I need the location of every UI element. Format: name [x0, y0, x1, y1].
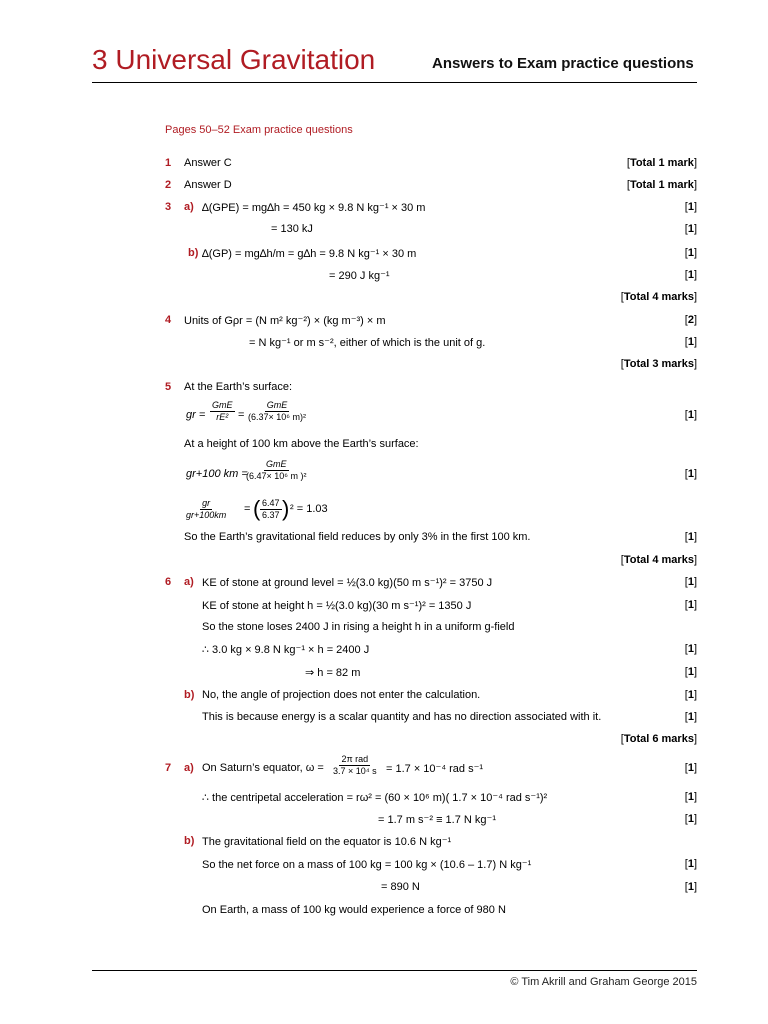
mark: [1]: [684, 858, 697, 870]
answer-line: ∆(GPE) = mg∆h = 450 kg × 9.8 N kg⁻¹ × 30 m: [202, 202, 426, 214]
answer-line: So the Earth’s gravitational field reduces by only 3% in the first 100 km.: [184, 531, 531, 543]
equals-sign: =: [238, 409, 245, 421]
question-number: 6: [165, 576, 172, 588]
page-subtitle: Answers to Exam practice questions: [432, 55, 694, 72]
question-number: 4: [165, 314, 172, 326]
left-paren: (: [253, 496, 261, 521]
mark: [1]: [684, 468, 697, 480]
answer-text: Answer C: [184, 157, 232, 169]
answer-line: = 1.7 m s⁻² ≡ 1.7 N kg⁻¹: [378, 814, 496, 826]
answer-line: So the net force on a mass of 100 kg = 100 kg × (10.6 – 1.7) N kg⁻¹: [202, 859, 532, 871]
answer-line: ∆(GP) = mg∆h/m = g∆h = 9.8 N kg⁻¹ × 30 m: [202, 248, 417, 260]
part-label: a): [184, 762, 194, 774]
mark: [1]: [684, 791, 697, 803]
answer-line: On Saturn’s equator, ω =: [202, 762, 324, 774]
mark: [Total 1 mark]: [626, 157, 697, 169]
answer-line: = N kg⁻¹ or m s⁻², either of which is the unit of g.: [249, 337, 486, 349]
answer-line: ∴ 3.0 kg × 9.8 N kg⁻¹ × h = 2400 J: [202, 644, 370, 656]
answer-line: At a height of 100 km above the Earth’s surface:: [184, 438, 419, 450]
fraction-denominator: (6.37× 10⁶ m)²: [248, 412, 306, 422]
fraction: [260, 498, 282, 521]
mark: [1]: [684, 643, 697, 655]
question-number: 2: [165, 179, 172, 191]
mark: [Total 1 mark]: [626, 179, 697, 191]
equation-lhs: gr+100 km =: [186, 468, 248, 480]
answer-line: Units of Gρr = (N m² kg⁻²) × (kg m⁻³) × m: [184, 315, 386, 327]
ratio-result: ² = 1.03: [290, 503, 328, 515]
footer-divider: [92, 970, 697, 971]
answer-line: = 890 N: [381, 881, 420, 893]
mark: [1]: [684, 689, 697, 701]
mark: [1]: [684, 269, 697, 281]
part-label: b): [184, 835, 195, 847]
part-label: a): [184, 576, 194, 588]
fraction-denominator: 3.7 × 10⁴ s: [333, 766, 377, 776]
answer-line: KE of stone at height h = ½(3.0 kg)(30 m s⁻¹)² = 1350 J: [202, 600, 472, 612]
fraction-numerator: GmE: [266, 400, 288, 410]
answer-line: = 130 kJ: [271, 223, 313, 235]
total-mark: [Total 4 marks]: [620, 554, 697, 566]
answer-line: This is because energy is a scalar quantity and has no direction associated with it.: [202, 711, 602, 723]
mark: [1]: [684, 223, 697, 235]
part-label: a): [184, 201, 194, 213]
question-number: 5: [165, 381, 172, 393]
mark: [1]: [684, 599, 697, 611]
mark: [1]: [684, 201, 697, 213]
answer-line: = 290 J kg⁻¹: [329, 270, 390, 282]
fraction-numerator: GmE: [265, 459, 287, 469]
mark: [1]: [684, 813, 697, 825]
mark: [1]: [684, 762, 697, 774]
fraction-denominator: rE²: [216, 412, 229, 422]
fraction: [248, 400, 306, 423]
mark: [2]: [684, 314, 697, 326]
ratio-fraction: [186, 498, 226, 521]
fraction: [333, 754, 377, 777]
equals-sign: =: [244, 503, 251, 515]
answer-line: At the Earth’s surface:: [184, 381, 293, 393]
fraction-denominator: gr+100km: [186, 510, 227, 520]
answer-line: The gravitational field on the equator is 10.6 N kg⁻¹: [202, 836, 452, 848]
right-paren: ): [282, 496, 290, 521]
fraction-numerator: GmE: [212, 400, 233, 410]
part-label: b): [184, 689, 195, 701]
mark: [1]: [684, 531, 697, 543]
answer-line: So the stone loses 2400 J in rising a height h in a uniform g-field: [202, 621, 515, 633]
total-mark: [Total 3 marks]: [620, 358, 697, 370]
answer-line: KE of stone at ground level = ½(3.0 kg)(50 m s⁻¹)² = 3750 J: [202, 577, 493, 589]
answer-text: Answer D: [184, 179, 232, 191]
question-number: 1: [165, 157, 172, 169]
mark: [1]: [684, 247, 697, 259]
fraction-numerator: 6.47: [262, 498, 280, 508]
equation-lhs: gr =: [186, 409, 206, 421]
answer-line: No, the angle of projection does not enter the calculation.: [202, 689, 481, 701]
fraction-numerator: gr: [202, 498, 211, 508]
mark: [1]: [684, 711, 697, 723]
mark: [1]: [684, 666, 697, 678]
fraction: [246, 459, 306, 482]
mark: [1]: [684, 409, 697, 421]
total-mark: [Total 4 marks]: [620, 291, 697, 303]
mark: [1]: [684, 881, 697, 893]
fraction-denominator: 6.37: [262, 510, 280, 520]
mark: [1]: [684, 576, 697, 588]
part-label: b): [188, 247, 199, 259]
page-title: 3 Universal Gravitation: [92, 44, 376, 75]
fraction: [210, 400, 235, 423]
question-number: 7: [165, 762, 172, 774]
copyright: © Tim Akrill and Graham George 2015: [510, 976, 697, 988]
section-title: Pages 50–52 Exam practice questions: [165, 124, 353, 136]
fraction-numerator: 2π rad: [341, 754, 369, 764]
header-divider: [92, 82, 697, 83]
fraction-denominator: (6.47× 10⁶ m )²: [246, 471, 307, 481]
question-number: 3: [165, 201, 172, 213]
answer-line: ⇒ h = 82 m: [305, 667, 361, 679]
total-mark: [Total 6 marks]: [620, 733, 697, 745]
answer-line: ∴ the centripetal acceleration = rω² = (60 × 10⁶ m)( 1.7 × 10⁻⁴ rad s⁻¹)²: [202, 792, 548, 804]
mark: [1]: [684, 336, 697, 348]
answer-line: On Earth, a mass of 100 kg would experience a force of 980 N: [202, 904, 506, 916]
answer-line: = 1.7 × 10⁻⁴ rad s⁻¹: [386, 763, 484, 775]
